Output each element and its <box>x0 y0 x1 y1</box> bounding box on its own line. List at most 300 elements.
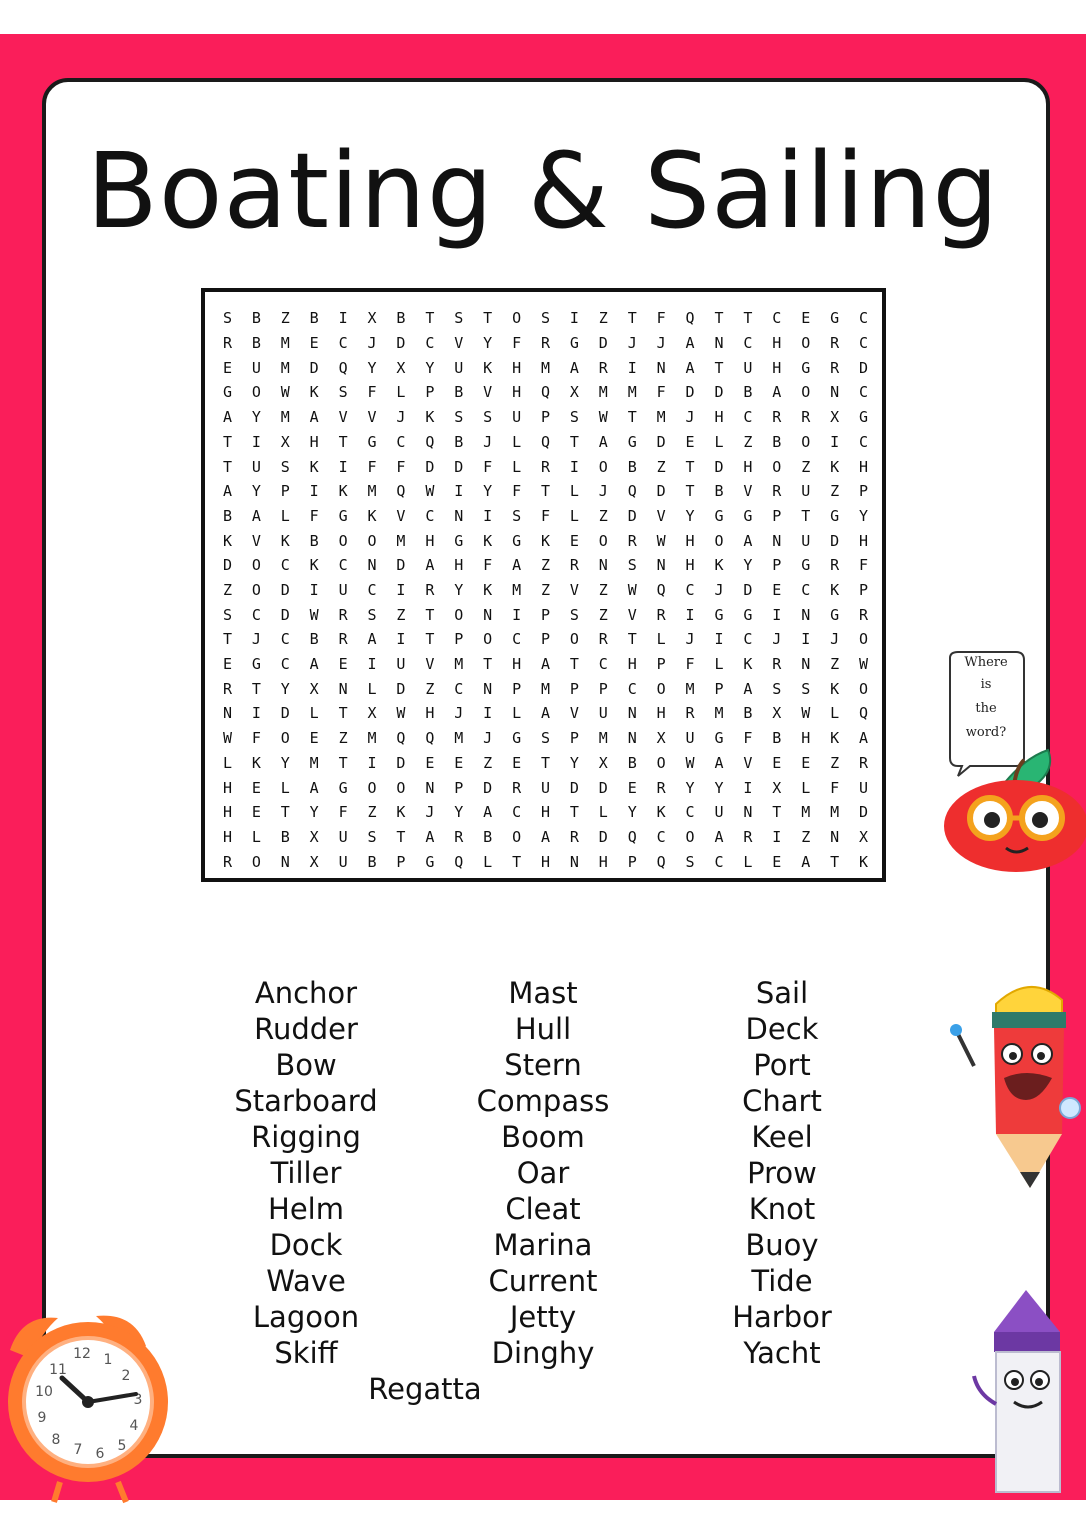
grid-letter: S <box>772 679 782 698</box>
grid-letter: Q <box>454 852 464 871</box>
grid-letter: Q <box>425 729 435 748</box>
grid-letter: T <box>540 753 550 772</box>
grid-letter: U <box>859 778 869 797</box>
grid-letter: D <box>396 556 406 575</box>
grid-letter: Q <box>338 358 348 377</box>
grid-letter: U <box>743 358 753 377</box>
grid-letter: Y <box>309 803 319 822</box>
grid-letter: N <box>656 358 666 377</box>
grid-letter: S <box>338 383 348 402</box>
grid-letter: E <box>569 531 579 550</box>
grid-letter: E <box>512 753 522 772</box>
word-list-item: Prow <box>747 1156 817 1190</box>
grid-letter: T <box>251 679 261 698</box>
grid-letter: L <box>280 506 290 525</box>
pencil-character-icon <box>944 976 1086 1192</box>
grid-letter: O <box>367 531 377 550</box>
grid-letter: B <box>396 309 406 328</box>
grid-letter: D <box>598 778 608 797</box>
grid-letter: M <box>512 580 522 599</box>
grid-letter: I <box>743 778 753 797</box>
grid-letter: L <box>569 506 579 525</box>
grid-letter: I <box>309 482 319 501</box>
grid-letter: T <box>222 432 232 451</box>
grid-letter: H <box>425 704 435 723</box>
grid-letter: M <box>454 729 464 748</box>
grid-letter: I <box>251 704 261 723</box>
bubble-line-4: word? <box>965 725 1007 740</box>
grid-letter: W <box>656 531 666 550</box>
bubble-line-2: is <box>980 677 992 692</box>
grid-letter: M <box>280 334 290 353</box>
grid-letter: F <box>685 655 695 674</box>
grid-letter: U <box>714 803 724 822</box>
grid-letter: S <box>540 309 550 328</box>
grid-letter: H <box>656 704 666 723</box>
word-list-item: Marina <box>493 1228 593 1262</box>
grid-letter: S <box>454 408 464 427</box>
crayon-character-icon <box>966 1284 1086 1500</box>
grid-letter: H <box>598 852 608 871</box>
grid-letter: R <box>830 358 840 377</box>
grid-letter: B <box>280 827 290 846</box>
grid-letter: K <box>830 580 840 599</box>
grid-letter: M <box>367 482 377 501</box>
grid-letter: G <box>512 729 522 748</box>
grid-letter: F <box>338 803 348 822</box>
grid-letter: T <box>425 630 435 649</box>
grid-letter: C <box>512 803 522 822</box>
grid-letter: G <box>569 334 579 353</box>
grid-letter: G <box>367 432 377 451</box>
word-list-column-1 <box>186 975 426 1371</box>
grid-letter: P <box>656 655 666 674</box>
grid-letter: O <box>598 531 608 550</box>
word-list-extra: Regatta <box>368 1372 482 1406</box>
grid-letter: P <box>540 630 550 649</box>
clock-numeral-4: 4 <box>129 1418 139 1434</box>
grid-letter: A <box>367 630 377 649</box>
grid-letter: I <box>801 630 811 649</box>
grid-letter: V <box>454 334 464 353</box>
grid-letter: H <box>859 457 869 476</box>
grid-letter: O <box>338 531 348 550</box>
grid-letter: T <box>222 457 232 476</box>
grid-letter: N <box>454 506 464 525</box>
grid-letter: O <box>598 457 608 476</box>
grid-letter: P <box>512 679 522 698</box>
grid-letter: M <box>627 383 637 402</box>
grid-letter: B <box>367 852 377 871</box>
grid-letter: Z <box>540 556 550 575</box>
grid-letter: T <box>396 827 406 846</box>
clock-numeral-7: 7 <box>73 1442 83 1458</box>
grid-letter: E <box>801 753 811 772</box>
grid-letter: U <box>396 655 406 674</box>
grid-letter: O <box>569 630 579 649</box>
grid-letter: Y <box>743 556 753 575</box>
grid-letter: Q <box>627 827 637 846</box>
grid-letter: N <box>830 827 840 846</box>
grid-letter: L <box>367 679 377 698</box>
grid-letter: Q <box>656 852 666 871</box>
grid-letter: N <box>425 778 435 797</box>
grid-letter: I <box>685 605 695 624</box>
grid-letter: N <box>627 729 637 748</box>
grid-letter: E <box>251 803 261 822</box>
grid-letter: G <box>251 655 261 674</box>
grid-letter: Q <box>685 309 695 328</box>
grid-letter: H <box>540 803 550 822</box>
grid-letter: A <box>685 334 695 353</box>
grid-letter: P <box>425 383 435 402</box>
grid-letter: X <box>309 679 319 698</box>
grid-letter: T <box>540 482 550 501</box>
grid-letter: J <box>425 803 435 822</box>
grid-letter: I <box>483 704 493 723</box>
grid-letter: B <box>222 506 232 525</box>
grid-letter: J <box>656 334 666 353</box>
clock-numeral-2: 2 <box>121 1368 131 1384</box>
grid-letter: C <box>251 605 261 624</box>
grid-letter: G <box>627 432 637 451</box>
grid-letter: T <box>338 432 348 451</box>
word-list-item: Boom <box>501 1120 585 1154</box>
grid-letter: A <box>743 531 753 550</box>
grid-letter: C <box>772 309 782 328</box>
grid-letter: M <box>540 679 550 698</box>
word-list-item: Buoy <box>745 1228 819 1262</box>
grid-letter: A <box>251 506 261 525</box>
grid-letter: J <box>251 630 261 649</box>
grid-letter: E <box>685 432 695 451</box>
word-search-grid <box>213 306 878 874</box>
grid-letter: N <box>743 803 753 822</box>
grid-letter: H <box>801 729 811 748</box>
grid-letter: R <box>801 408 811 427</box>
grid-letter: A <box>743 679 753 698</box>
grid-letter: T <box>685 457 695 476</box>
grid-letter: C <box>859 309 869 328</box>
grid-letter: M <box>396 531 406 550</box>
grid-letter: S <box>569 408 579 427</box>
grid-letter: U <box>801 482 811 501</box>
grid-letter: A <box>714 753 724 772</box>
grid-letter: M <box>280 358 290 377</box>
grid-letter: O <box>801 432 811 451</box>
grid-letter: Y <box>454 580 464 599</box>
word-list-item: Deck <box>745 1012 819 1046</box>
grid-letter: W <box>222 729 232 748</box>
grid-letter: Q <box>859 704 869 723</box>
grid-letter: O <box>512 827 522 846</box>
grid-letter: R <box>338 630 348 649</box>
grid-letter: M <box>656 408 666 427</box>
grid-letter: R <box>222 852 232 871</box>
grid-letter: Q <box>540 383 550 402</box>
grid-letter: T <box>685 482 695 501</box>
clock-icon <box>0 1298 172 1504</box>
grid-letter: A <box>540 655 550 674</box>
grid-letter: A <box>222 408 232 427</box>
grid-letter: I <box>772 605 782 624</box>
grid-letter: K <box>338 482 348 501</box>
grid-letter: T <box>569 432 579 451</box>
grid-letter: Y <box>627 803 637 822</box>
word-list-item: Yacht <box>743 1336 821 1370</box>
grid-letter: H <box>714 408 724 427</box>
grid-letter: O <box>714 531 724 550</box>
grid-letter: D <box>656 482 666 501</box>
grid-letter: V <box>569 704 579 723</box>
grid-letter: B <box>772 432 782 451</box>
grid-letter: S <box>454 309 464 328</box>
grid-letter: O <box>656 753 666 772</box>
grid-letter: U <box>338 827 348 846</box>
grid-letter: N <box>801 655 811 674</box>
grid-letter: T <box>425 309 435 328</box>
grid-letter: L <box>280 778 290 797</box>
grid-letter: H <box>540 852 550 871</box>
word-list-item: Tiller <box>270 1156 342 1190</box>
grid-letter: O <box>859 630 869 649</box>
grid-letter: M <box>598 729 608 748</box>
grid-letter: L <box>222 753 232 772</box>
grid-letter: K <box>367 506 377 525</box>
grid-letter: D <box>743 580 753 599</box>
grid-letter: H <box>859 531 869 550</box>
bubble-line-3: the <box>975 701 997 716</box>
grid-letter: R <box>425 580 435 599</box>
word-list-item: Dinghy <box>491 1336 595 1370</box>
grid-letter: I <box>367 655 377 674</box>
grid-letter: E <box>454 753 464 772</box>
grid-letter: W <box>309 605 319 624</box>
grid-letter: O <box>772 457 782 476</box>
grid-letter: R <box>859 605 869 624</box>
grid-letter: T <box>830 852 840 871</box>
grid-letter: B <box>454 383 464 402</box>
grid-letter: E <box>772 753 782 772</box>
grid-letter: B <box>309 309 319 328</box>
grid-letter: U <box>801 531 811 550</box>
grid-letter: V <box>367 408 377 427</box>
grid-letter: H <box>512 358 522 377</box>
grid-letter: A <box>512 556 522 575</box>
grid-letter: P <box>569 729 579 748</box>
grid-letter: L <box>656 630 666 649</box>
word-list-item: Mast <box>508 976 578 1010</box>
grid-letter: S <box>627 556 637 575</box>
grid-letter: K <box>656 803 666 822</box>
grid-letter: K <box>830 679 840 698</box>
grid-letter: O <box>801 334 811 353</box>
grid-letter: C <box>425 334 435 353</box>
grid-letter: N <box>801 605 811 624</box>
grid-letter: R <box>512 778 522 797</box>
grid-letter: T <box>714 358 724 377</box>
word-list-column-2 <box>423 975 663 1371</box>
grid-letter: F <box>512 334 522 353</box>
grid-letter: C <box>280 655 290 674</box>
grid-letter: R <box>772 408 782 427</box>
grid-letter: G <box>714 506 724 525</box>
grid-letter: T <box>569 655 579 674</box>
grid-letter: S <box>540 729 550 748</box>
grid-letter: M <box>367 729 377 748</box>
grid-letter: V <box>743 482 753 501</box>
grid-letter: U <box>512 408 522 427</box>
grid-letter: X <box>309 852 319 871</box>
grid-letter: F <box>309 506 319 525</box>
grid-letter: C <box>627 679 637 698</box>
grid-letter: G <box>801 556 811 575</box>
grid-letter: J <box>685 408 695 427</box>
grid-letter: U <box>251 358 261 377</box>
grid-letter: G <box>830 309 840 328</box>
word-list-item: Tide <box>751 1264 813 1298</box>
grid-letter: Y <box>454 803 464 822</box>
grid-letter: T <box>222 630 232 649</box>
grid-letter: L <box>309 704 319 723</box>
grid-letter: L <box>512 432 522 451</box>
grid-letter: S <box>685 852 695 871</box>
grid-letter: X <box>569 383 579 402</box>
grid-letter: R <box>656 778 666 797</box>
grid-letter: D <box>714 383 724 402</box>
grid-letter: H <box>627 655 637 674</box>
grid-letter: X <box>772 778 782 797</box>
grid-letter: Z <box>222 580 232 599</box>
grid-letter: R <box>859 753 869 772</box>
grid-letter: Z <box>598 506 608 525</box>
grid-letter: K <box>483 358 493 377</box>
grid-letter: N <box>598 556 608 575</box>
grid-letter: C <box>859 383 869 402</box>
grid-letter: Z <box>540 580 550 599</box>
grid-letter: Z <box>425 679 435 698</box>
grid-letter: K <box>743 655 753 674</box>
grid-letter: K <box>483 531 493 550</box>
word-list-item: Oar <box>516 1156 570 1190</box>
grid-letter: F <box>743 729 753 748</box>
grid-letter: R <box>540 334 550 353</box>
grid-letter: R <box>830 334 840 353</box>
grid-letter: Y <box>280 679 290 698</box>
grid-letter: R <box>540 457 550 476</box>
grid-letter: Q <box>540 432 550 451</box>
grid-letter: A <box>483 803 493 822</box>
grid-letter: D <box>483 778 493 797</box>
grid-letter: L <box>251 827 261 846</box>
grid-letter: D <box>859 358 869 377</box>
grid-letter: K <box>425 408 435 427</box>
grid-letter: F <box>859 556 869 575</box>
grid-letter: S <box>367 605 377 624</box>
grid-letter: S <box>222 309 232 328</box>
word-list-item: Chart <box>742 1084 822 1118</box>
grid-letter: P <box>859 580 869 599</box>
grid-letter: X <box>367 704 377 723</box>
grid-letter: P <box>859 482 869 501</box>
grid-letter: C <box>685 580 695 599</box>
grid-letter: O <box>280 729 290 748</box>
grid-letter: D <box>830 531 840 550</box>
grid-letter: B <box>251 309 261 328</box>
grid-letter: C <box>714 852 724 871</box>
grid-letter: A <box>540 827 550 846</box>
grid-letter: I <box>367 753 377 772</box>
grid-letter: I <box>309 580 319 599</box>
grid-letter: D <box>396 334 406 353</box>
word-list-item: Anchor <box>254 976 358 1010</box>
word-list-item: Helm <box>268 1192 344 1226</box>
grid-letter: T <box>425 605 435 624</box>
grid-letter: Z <box>801 827 811 846</box>
grid-letter: F <box>656 309 666 328</box>
grid-letter: L <box>598 803 608 822</box>
grid-letter: O <box>367 778 377 797</box>
grid-letter: U <box>598 704 608 723</box>
grid-letter: G <box>425 852 435 871</box>
grid-letter: M <box>280 408 290 427</box>
grid-letter: A <box>772 383 782 402</box>
grid-letter: C <box>396 432 406 451</box>
grid-letter: R <box>627 531 637 550</box>
grid-letter: K <box>396 803 406 822</box>
grid-letter: G <box>743 506 753 525</box>
grid-letter: L <box>801 778 811 797</box>
grid-letter: Z <box>483 753 493 772</box>
word-list-item: Keel <box>751 1120 813 1154</box>
grid-letter: P <box>772 556 782 575</box>
word-search-grid-box <box>201 288 886 882</box>
grid-letter: W <box>396 704 406 723</box>
grid-letter: X <box>656 729 666 748</box>
grid-letter: N <box>772 531 782 550</box>
word-list-item: Cleat <box>505 1192 581 1226</box>
grid-letter: D <box>309 358 319 377</box>
grid-letter: H <box>454 556 464 575</box>
grid-letter: T <box>280 803 290 822</box>
grid-letter: R <box>830 556 840 575</box>
grid-letter: B <box>627 753 637 772</box>
grid-letter: N <box>656 556 666 575</box>
grid-letter: D <box>859 803 869 822</box>
grid-letter: C <box>280 556 290 575</box>
grid-letter: I <box>569 457 579 476</box>
grid-letter: T <box>338 704 348 723</box>
grid-letter: O <box>685 827 695 846</box>
grid-letter: T <box>483 655 493 674</box>
grid-letter: C <box>367 580 377 599</box>
grid-letter: O <box>396 778 406 797</box>
grid-letter: C <box>743 334 753 353</box>
grid-letter: D <box>396 753 406 772</box>
grid-letter: S <box>483 408 493 427</box>
grid-letter: C <box>338 556 348 575</box>
grid-letter: N <box>830 383 840 402</box>
grid-letter: P <box>540 605 550 624</box>
grid-letter: J <box>396 408 406 427</box>
grid-letter: Z <box>830 753 840 772</box>
grid-letter: T <box>512 852 522 871</box>
grid-letter: G <box>743 605 753 624</box>
grid-letter: E <box>309 334 319 353</box>
grid-letter: M <box>598 383 608 402</box>
grid-letter: Y <box>714 778 724 797</box>
grid-letter: D <box>222 556 232 575</box>
